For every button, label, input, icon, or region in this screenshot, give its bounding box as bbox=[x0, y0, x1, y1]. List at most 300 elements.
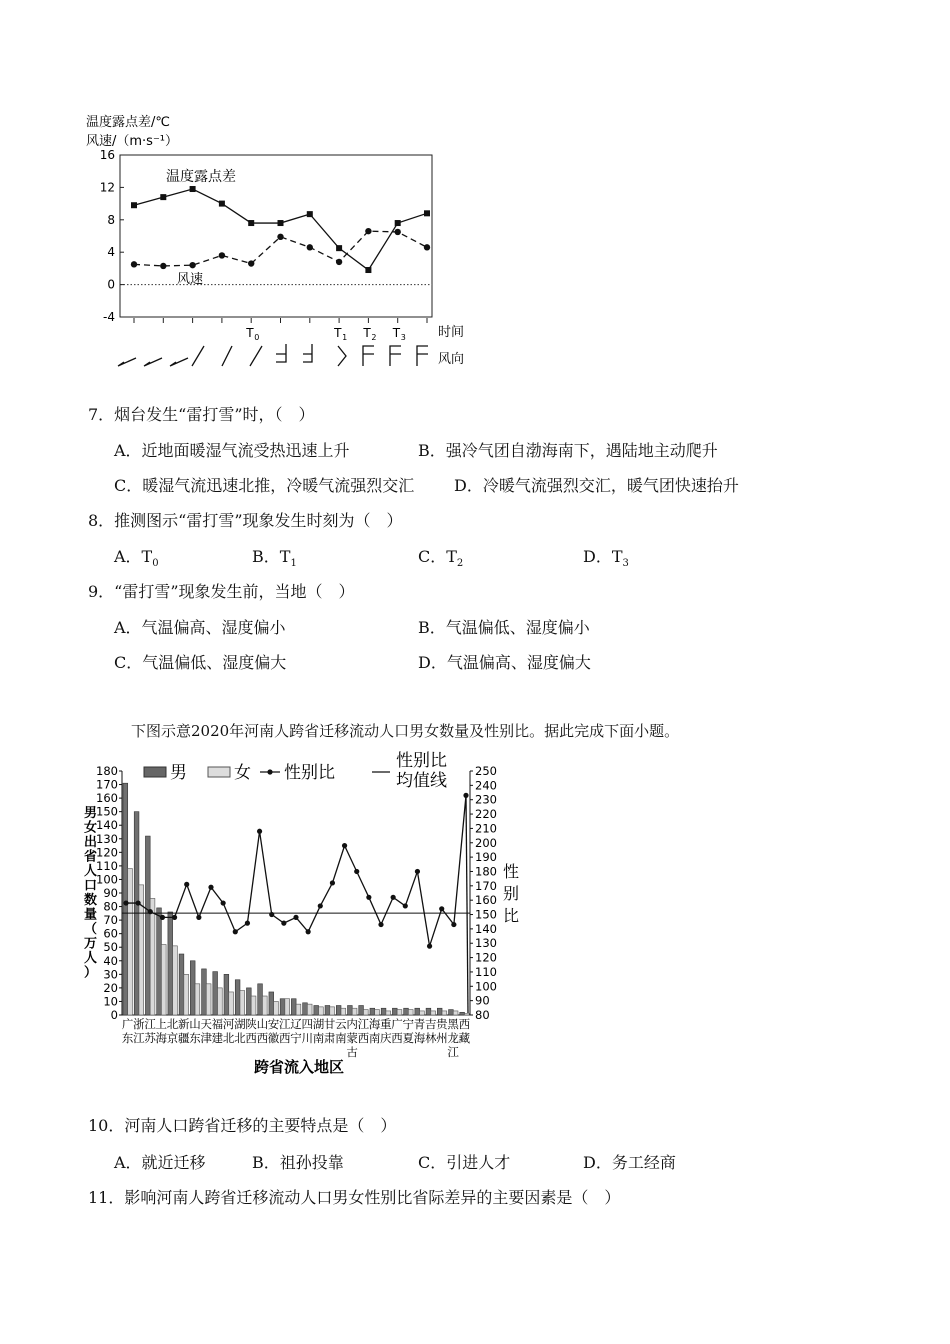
chart2-left-axis-label-char: 出 bbox=[84, 835, 98, 850]
x-label-char: 四 bbox=[301, 1017, 313, 1031]
bar-male bbox=[157, 908, 162, 1015]
sex-ratio-point bbox=[208, 885, 213, 890]
chart2-left-tick-label: 60 bbox=[103, 926, 118, 941]
chart2-left-axis-label-char: 人 bbox=[84, 951, 98, 966]
sex-ratio-point bbox=[306, 929, 311, 934]
sex-ratio-point bbox=[184, 882, 189, 887]
question-7-option-c[interactable]: C．暖湿气流迅速北推，冷暖气流强烈交汇 bbox=[114, 476, 415, 495]
bar-male bbox=[381, 1008, 386, 1015]
chart2-right-axis-label-char: 别 bbox=[503, 884, 520, 903]
x-label-char: 徽 bbox=[267, 1031, 280, 1045]
bar-male bbox=[179, 954, 184, 1015]
x-label-char: 重 bbox=[380, 1017, 392, 1031]
legend-male-swatch bbox=[144, 767, 166, 777]
chart2-bars bbox=[123, 783, 469, 1015]
legend-male-label: 男 bbox=[170, 763, 187, 783]
wind-speed-point bbox=[131, 261, 137, 267]
x-label-char: 西 bbox=[391, 1031, 403, 1045]
bar-female bbox=[386, 1011, 391, 1015]
bar-male bbox=[460, 1012, 465, 1015]
x-label-char: 西 bbox=[279, 1031, 291, 1045]
x-label-char: 庆 bbox=[380, 1031, 392, 1045]
section-intro: 下图示意2020年河南人跨省迁移流动人口男女数量及性别比。据此完成下面小题。 bbox=[131, 722, 680, 740]
temp-dewpoint-point bbox=[336, 245, 342, 251]
bar-female bbox=[307, 1004, 312, 1015]
question-10-option-a[interactable]: A．就近迁移 bbox=[114, 1153, 206, 1172]
bar-male bbox=[145, 836, 150, 1015]
wind-barb bbox=[144, 358, 162, 366]
x-label-char: 西 bbox=[256, 1031, 269, 1045]
x-label-char: 江 bbox=[357, 1017, 370, 1031]
chart2-right-tick-label: 230 bbox=[475, 792, 497, 807]
chart2-right-axis-label-char: 性 bbox=[503, 862, 520, 881]
question-8-option-b[interactable]: B．$T_1$ bbox=[252, 547, 297, 570]
bar-female bbox=[363, 1010, 368, 1015]
x-label-char: 蒙 bbox=[346, 1031, 358, 1045]
sex-ratio-point bbox=[221, 900, 226, 905]
bar-female bbox=[128, 869, 133, 1015]
chart2-right-tick-label: 140 bbox=[475, 921, 497, 936]
temperature-dewpoint-wind-chart bbox=[80, 110, 480, 372]
sex-ratio-point bbox=[415, 869, 420, 874]
sex-ratio-point bbox=[318, 903, 323, 908]
bar-female bbox=[442, 1011, 447, 1015]
bar-male bbox=[415, 1008, 420, 1015]
wind-barb bbox=[192, 346, 204, 366]
chart2-left-tick-label: 80 bbox=[103, 899, 118, 914]
x-label-char: 吉 bbox=[424, 1017, 437, 1031]
x-label-char: 北 bbox=[222, 1031, 235, 1045]
chart2-left-axis-label-char: 女 bbox=[84, 820, 98, 836]
chart2-left-tick-label: 90 bbox=[103, 886, 118, 900]
sex-ratio-point bbox=[269, 912, 274, 917]
chart2-left-tick-label: 130 bbox=[96, 831, 118, 846]
x-label-char: 江 bbox=[133, 1031, 145, 1045]
x-label-char: 江 bbox=[144, 1017, 156, 1031]
sex-ratio-point bbox=[391, 895, 396, 900]
wind-speed-point bbox=[277, 234, 283, 240]
question-8-option-c[interactable]: C．$T_2$ bbox=[418, 547, 464, 570]
x-label-char: 京 bbox=[166, 1031, 179, 1045]
chart2-left-tick-label: 50 bbox=[103, 940, 118, 955]
sex-ratio-point bbox=[136, 900, 141, 905]
sex-ratio-point bbox=[330, 880, 335, 885]
wind-barb bbox=[390, 346, 401, 366]
wind-barb bbox=[118, 358, 136, 366]
bar-male bbox=[190, 961, 195, 1015]
bar-male bbox=[280, 999, 285, 1015]
chart2-left-tick-label: 100 bbox=[96, 872, 118, 887]
wind-speed-point bbox=[248, 260, 254, 266]
x-label-char: 福 bbox=[211, 1017, 224, 1031]
question-8-option-d[interactable]: D．$T_3$ bbox=[583, 547, 629, 570]
bar-male bbox=[269, 992, 274, 1015]
wind-direction-symbols bbox=[118, 344, 428, 366]
legend-female-swatch bbox=[208, 767, 230, 777]
bar-male bbox=[235, 980, 240, 1015]
bar-female bbox=[397, 1010, 402, 1015]
wind-barb bbox=[363, 346, 374, 366]
wind-speed-point bbox=[395, 229, 401, 235]
question-11-stem: 11．影响河南人跨省迁移流动人口男女性别比省际差异的主要因素是（ ） bbox=[88, 1188, 621, 1207]
bar-female bbox=[431, 1011, 436, 1015]
chart2-right-tick-label: 210 bbox=[475, 821, 497, 836]
bar-male bbox=[168, 912, 173, 1015]
chart2-left-tick-label: 170 bbox=[96, 777, 118, 792]
x-label-char: 海 bbox=[155, 1031, 168, 1045]
legend-avg-label-2: 均值线 bbox=[396, 771, 447, 791]
temp-dewpoint-point bbox=[365, 267, 371, 273]
sex-ratio-point bbox=[366, 895, 371, 900]
question-7-option-d[interactable]: D．冷暖气流强烈交汇，暖气团快速抬升 bbox=[454, 476, 739, 495]
x-label-char: 海 bbox=[413, 1031, 426, 1045]
bar-female bbox=[150, 898, 155, 1015]
series-temp-dewpoint bbox=[131, 186, 430, 273]
chart2-left-axis-label-char: 量 bbox=[84, 907, 98, 923]
x-label-char: 东 bbox=[189, 1031, 201, 1045]
question-7-option-a[interactable]: A．近地面暖湿气流受热迅速上升 bbox=[114, 441, 350, 460]
x-label-char: 建 bbox=[211, 1031, 224, 1045]
time-marker-label: T bbox=[246, 326, 254, 340]
chart1-y-tick-label: 0 bbox=[107, 277, 115, 292]
temp-dewpoint-point bbox=[160, 194, 166, 200]
chart2-left-axis-label-char: 口 bbox=[84, 878, 98, 894]
chart2-right-tick-label: 240 bbox=[475, 778, 497, 793]
x-label-char: 夏 bbox=[402, 1031, 415, 1045]
bar-male bbox=[123, 783, 128, 1015]
x-label-char: 宁 bbox=[290, 1031, 302, 1045]
chart2-left-tick-label: 0 bbox=[110, 1008, 118, 1022]
legend-female-label: 女 bbox=[234, 763, 251, 783]
x-label-char: 山 bbox=[256, 1017, 269, 1031]
chart2-right-tick-label: 200 bbox=[475, 835, 497, 850]
bar-male bbox=[303, 1003, 308, 1015]
legend-ratio-label: 性别比 bbox=[284, 763, 335, 783]
x-label-char: 龙 bbox=[447, 1031, 459, 1045]
x-label-char: 广 bbox=[121, 1017, 134, 1031]
bar-male bbox=[336, 1006, 341, 1015]
bar-female bbox=[408, 1010, 413, 1015]
bar-male bbox=[246, 988, 251, 1015]
x-label-char: 云 bbox=[335, 1017, 347, 1031]
time-marker-label: T bbox=[363, 326, 371, 340]
question-8-stem: 8．推测图示“雷打雪”现象发生时刻为（ ） bbox=[88, 511, 403, 530]
x-label-char: 海 bbox=[368, 1017, 381, 1031]
question-10-option-d[interactable]: D．务工经商 bbox=[583, 1153, 676, 1172]
question-9-option-c[interactable]: C．气温偏低、湿度偏大 bbox=[114, 653, 287, 672]
wind-speed-point bbox=[336, 259, 342, 265]
sex-ratio-point bbox=[427, 944, 432, 949]
chart2-left-tick-label: 150 bbox=[96, 804, 118, 819]
bar-female bbox=[375, 1010, 380, 1015]
time-marker-label: T bbox=[392, 326, 401, 340]
bar-male bbox=[224, 974, 229, 1015]
chart2-right-tick-label: 170 bbox=[475, 878, 497, 893]
question-9-option-d[interactable]: D．气温偏高、湿度偏大 bbox=[418, 653, 591, 672]
chart2-left-tick-label: 30 bbox=[103, 967, 118, 982]
x-label-char: 南 bbox=[335, 1031, 347, 1045]
bar-male bbox=[449, 1010, 454, 1015]
time-marker-sub: 2 bbox=[371, 333, 377, 342]
x-label-char: 黑 bbox=[447, 1017, 459, 1031]
x-label-char: 北 bbox=[234, 1031, 246, 1045]
legend-ratio-dot bbox=[267, 769, 272, 774]
bar-male bbox=[258, 984, 263, 1015]
bar-female bbox=[251, 996, 256, 1015]
chart2-left-axis-label-char: （ bbox=[84, 922, 98, 937]
chart1-y-tick-label: 4 bbox=[107, 245, 115, 260]
time-marker-sub: 1 bbox=[342, 333, 348, 342]
bar-male bbox=[291, 999, 296, 1015]
question-10-option-b[interactable]: B．祖孙投靠 bbox=[252, 1153, 344, 1172]
x-label-char: 林 bbox=[424, 1031, 437, 1045]
x-label-char: 新 bbox=[177, 1017, 190, 1031]
x-label-char: 甘 bbox=[323, 1017, 336, 1031]
chart2-left-tick-label: 120 bbox=[96, 845, 118, 860]
sex-ratio-point bbox=[257, 829, 262, 834]
chart2-left-tick-label: 140 bbox=[96, 818, 118, 833]
x-label-char: 苏 bbox=[144, 1031, 156, 1045]
question-8-option-a[interactable]: A．$T_0$ bbox=[114, 547, 159, 570]
sex-ratio-point bbox=[233, 929, 238, 934]
x-label-char: 河 bbox=[222, 1017, 235, 1031]
chart2-right-tick-label: 90 bbox=[475, 993, 490, 1008]
wind-direction-label: 风向 bbox=[438, 352, 465, 367]
chart2-right-tick-label: 190 bbox=[475, 850, 497, 865]
x-label-char: 陕 bbox=[245, 1017, 257, 1031]
bar-female bbox=[341, 1008, 346, 1015]
x-label-char: 浙 bbox=[133, 1017, 145, 1031]
bar-female bbox=[262, 996, 267, 1015]
sex-ratio-point bbox=[245, 921, 250, 926]
x-label-char: 贵 bbox=[436, 1017, 448, 1031]
wind-barb bbox=[338, 346, 346, 366]
time-marker-sub: 0 bbox=[254, 333, 260, 342]
bar-female bbox=[330, 1007, 335, 1015]
bar-female bbox=[195, 984, 200, 1015]
chart2-left-tick-label: 180 bbox=[96, 764, 118, 778]
chart2-right-tick-label: 80 bbox=[475, 1008, 490, 1022]
x-label-char: 辽 bbox=[290, 1017, 302, 1031]
chart2-left-tick-label: 70 bbox=[103, 913, 118, 928]
temp-dewpoint-point bbox=[190, 186, 196, 192]
x-label-char: 东 bbox=[121, 1031, 134, 1045]
question-9-option-b[interactable]: B．气温偏低、湿度偏小 bbox=[418, 618, 590, 637]
bar-female bbox=[184, 974, 189, 1015]
chart1-y-tick-label: 16 bbox=[99, 148, 115, 162]
bar-female bbox=[453, 1011, 458, 1015]
chart2-right-tick-label: 220 bbox=[475, 807, 497, 822]
time-axis-label: 时间 bbox=[438, 325, 465, 340]
bar-male bbox=[213, 972, 218, 1015]
henan-migration-chart bbox=[82, 745, 530, 1080]
time-axis bbox=[120, 318, 432, 342]
temp-dewpoint-point bbox=[248, 220, 254, 226]
chart1-y-tick-label: 8 bbox=[107, 212, 115, 227]
x-label-char: 湖 bbox=[234, 1017, 246, 1031]
bar-female bbox=[464, 1014, 469, 1015]
x-label-char: 西 bbox=[357, 1031, 370, 1045]
bar-female bbox=[420, 1011, 425, 1015]
chart1-ylabel-line1: 温度露点差/℃ bbox=[86, 115, 170, 130]
wind-speed-point bbox=[160, 263, 166, 269]
wind-barb bbox=[170, 358, 188, 366]
x-label-char: 北 bbox=[166, 1017, 179, 1031]
wind-barb bbox=[303, 344, 312, 362]
series-temp-dewpoint-label: 温度露点差 bbox=[166, 169, 236, 185]
x-label-char: 江 bbox=[279, 1017, 291, 1031]
x-label-char: 内 bbox=[346, 1017, 358, 1031]
x-label-char: 上 bbox=[155, 1017, 168, 1031]
bar-female bbox=[319, 1007, 324, 1015]
x-label-char: 古 bbox=[346, 1045, 358, 1059]
temp-dewpoint-point bbox=[307, 211, 313, 217]
question-9-stem: 9．“雷打雪”现象发生前，当地（ ） bbox=[88, 582, 355, 601]
bar-male bbox=[202, 969, 207, 1015]
sex-ratio-point bbox=[354, 869, 359, 874]
sex-ratio-point bbox=[281, 921, 286, 926]
wind-barb bbox=[276, 344, 286, 362]
question-10-option-c[interactable]: C．引进人才 bbox=[418, 1153, 511, 1172]
temp-dewpoint-point bbox=[424, 210, 430, 216]
chart2-left-tick-label: 20 bbox=[103, 980, 118, 995]
x-label-char: 宁 bbox=[402, 1017, 415, 1031]
wind-barb bbox=[222, 346, 232, 366]
bar-male bbox=[348, 1006, 353, 1015]
bar-male bbox=[437, 1008, 442, 1015]
bar-female bbox=[240, 991, 245, 1015]
sex-ratio-point bbox=[196, 915, 201, 920]
chart2-right-tick-label: 160 bbox=[475, 893, 497, 908]
sex-ratio-point bbox=[451, 922, 456, 927]
bar-female bbox=[352, 1008, 357, 1015]
bar-male bbox=[359, 1006, 364, 1015]
x-label-char: 江 bbox=[447, 1045, 459, 1059]
wind-barb bbox=[250, 346, 262, 366]
chart2-left-tick-label: 40 bbox=[103, 953, 118, 968]
chart2-left-axis-label-char: 万 bbox=[84, 936, 98, 952]
legend-avg-label-1: 性别比 bbox=[396, 751, 447, 771]
chart2-x-title: 跨省流入地区 bbox=[254, 1058, 345, 1076]
wind-speed-point bbox=[307, 244, 313, 250]
sex-ratio-tail bbox=[466, 795, 468, 1013]
x-label-char: 天 bbox=[200, 1017, 212, 1031]
question-9-option-a[interactable]: A．气温偏高、湿度偏小 bbox=[114, 618, 286, 637]
x-label-char: 津 bbox=[200, 1031, 212, 1045]
chart2-right-tick-label: 150 bbox=[475, 907, 497, 922]
temp-dewpoint-line bbox=[134, 189, 427, 270]
x-label-char: 山 bbox=[189, 1017, 201, 1031]
sex-ratio-point bbox=[123, 900, 128, 905]
x-label-char: 南 bbox=[312, 1031, 325, 1045]
chart2-legend bbox=[144, 751, 447, 791]
bar-female bbox=[296, 1004, 301, 1015]
chart2-left-axis-label-char: 人 bbox=[84, 864, 98, 879]
wind-speed-point bbox=[189, 262, 195, 268]
x-label-char: 安 bbox=[267, 1017, 280, 1031]
chart1-y-tick-label: 12 bbox=[99, 180, 115, 195]
temp-dewpoint-point bbox=[395, 220, 401, 226]
x-label-char: 藏 bbox=[458, 1031, 471, 1045]
x-label-char: 广 bbox=[391, 1017, 403, 1031]
temp-dewpoint-point bbox=[131, 202, 137, 208]
wind-speed-point bbox=[365, 228, 371, 234]
bar-female bbox=[218, 988, 223, 1015]
bar-female bbox=[161, 945, 166, 1015]
x-label-char: 肃 bbox=[323, 1031, 336, 1045]
chart2-right-tick-label: 120 bbox=[475, 950, 497, 965]
chart2-right-tick-label: 250 bbox=[475, 764, 497, 778]
chart2-x-labels bbox=[122, 1017, 471, 1059]
chart2-right-tick-label: 180 bbox=[475, 864, 497, 879]
bar-male bbox=[392, 1008, 397, 1015]
chart2-right-tick-label: 100 bbox=[475, 979, 497, 994]
bar-female bbox=[274, 1001, 279, 1015]
wind-speed-point bbox=[219, 252, 225, 258]
chart2-left-tick-label: 110 bbox=[96, 858, 118, 873]
time-marker-label: T bbox=[334, 326, 342, 340]
sex-ratio-point bbox=[172, 915, 177, 920]
question-7-stem: 7．烟台发生“雷打雪”时，（ ） bbox=[88, 405, 315, 424]
bar-male bbox=[404, 1008, 409, 1015]
x-label-char: 川 bbox=[301, 1031, 313, 1045]
sex-ratio-point bbox=[293, 915, 298, 920]
chart2-left-axis-label-char: ） bbox=[84, 965, 98, 981]
chart2-left-tick-label: 10 bbox=[103, 994, 118, 1009]
wind-speed-point bbox=[424, 244, 430, 250]
bar-male bbox=[325, 1006, 330, 1015]
bar-male bbox=[426, 1008, 431, 1015]
sex-ratio-point bbox=[439, 906, 444, 911]
bar-male bbox=[314, 1006, 319, 1015]
chart2-left-axis-label-char: 数 bbox=[84, 893, 98, 908]
chart2-right-axis-label-char: 比 bbox=[503, 906, 520, 925]
time-marker-sub: 3 bbox=[400, 333, 406, 342]
chart1-y-tick-label: -4 bbox=[103, 310, 115, 324]
wind-barb bbox=[417, 346, 428, 366]
x-label-char: 南 bbox=[368, 1031, 381, 1045]
bar-female bbox=[206, 984, 211, 1015]
temp-dewpoint-point bbox=[278, 220, 284, 226]
x-label-char: 州 bbox=[436, 1031, 448, 1045]
chart2-left-axis-label-char: 男 bbox=[84, 806, 98, 821]
question-10-stem: 10．河南人口跨省迁移的主要特点是（ ） bbox=[88, 1116, 397, 1135]
bar-female bbox=[229, 992, 234, 1015]
sex-ratio-point bbox=[160, 915, 165, 920]
chart2-right-tick-label: 110 bbox=[475, 964, 497, 979]
x-label-char: 青 bbox=[413, 1017, 426, 1031]
sex-ratio-point bbox=[403, 903, 408, 908]
bar-female bbox=[173, 946, 178, 1015]
x-label-char: 西 bbox=[245, 1031, 257, 1045]
bar-male bbox=[370, 1008, 375, 1015]
sex-ratio-point bbox=[378, 922, 383, 927]
sex-ratio-point bbox=[342, 843, 347, 848]
x-label-char: 西 bbox=[458, 1017, 471, 1031]
x-label-char: 疆 bbox=[177, 1031, 190, 1045]
question-7-option-b[interactable]: B．强冷气团自渤海南下，遇陆地主动爬升 bbox=[418, 441, 718, 460]
series-wind-speed-label: 风速 bbox=[177, 272, 204, 287]
chart2-left-axis-label-char: 省 bbox=[84, 849, 98, 865]
bar-female bbox=[285, 999, 290, 1015]
sex-ratio-point bbox=[148, 909, 153, 914]
chart2-right-tick-label: 130 bbox=[475, 936, 497, 951]
x-label-char: 湖 bbox=[312, 1017, 325, 1031]
temp-dewpoint-point bbox=[219, 201, 225, 207]
chart2-left-tick-label: 160 bbox=[96, 791, 118, 806]
chart1-ylabel-line2: 风速/（m·s⁻¹） bbox=[86, 134, 179, 149]
series-wind-speed bbox=[131, 228, 430, 269]
